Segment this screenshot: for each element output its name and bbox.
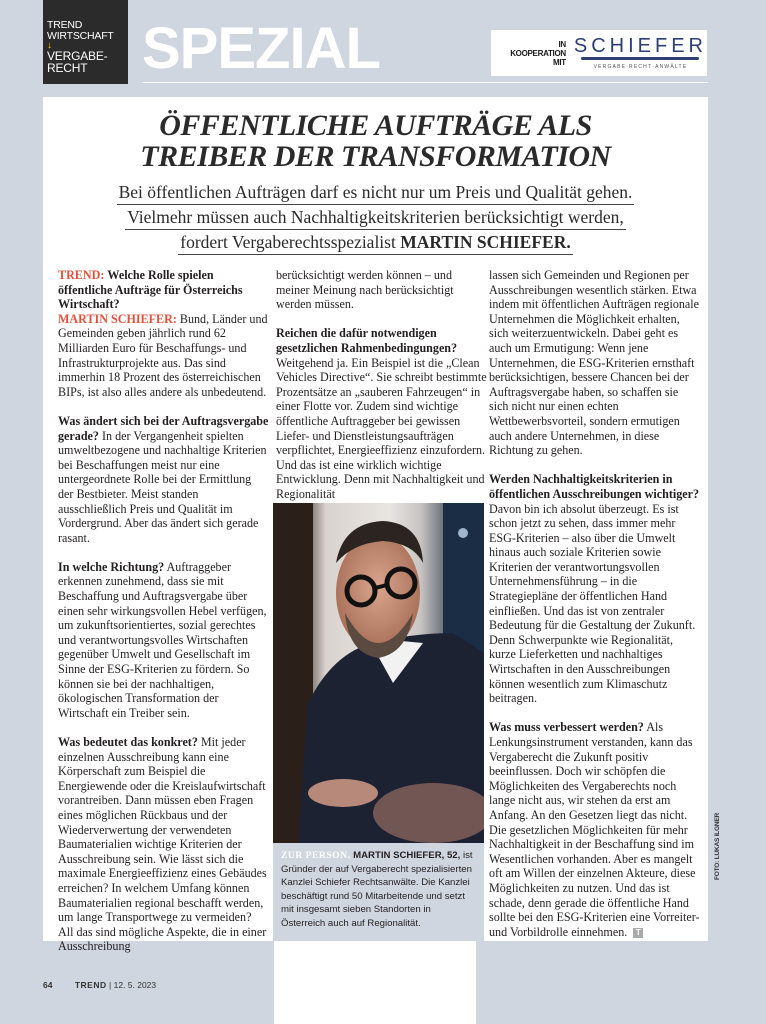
question-7: Was muss verbessert werden? [489,720,644,735]
qa-7 [489,720,700,939]
photo-credit: FOTO: LUKAS ILGNER [714,812,721,880]
partner-logo-name: SCHIEFER [573,35,707,57]
section-title: SPEZIAL [142,16,380,81]
page-number: 64 [43,980,53,990]
qa-6 [489,472,700,706]
header-divider [142,82,708,83]
qa-5 [276,326,487,501]
qa-1 [58,268,269,399]
caption-name: MARTIN SCHIEFER, 52, [353,850,461,861]
deck [43,180,708,255]
deck-line-1: Bei öffentlichen Aufträgen darf es nicht nur um Preis und Qualität gehen. [117,180,635,205]
question-3: In welche Richtung? [58,559,165,574]
footer-brand: TREND [74,980,107,990]
deck-line-3 [178,230,572,255]
partner-logo [574,36,707,70]
logo-swoosh-icon [581,57,699,60]
answer-2: In der Vergangenheit spielten umweltbezogene und nachhaltige Kriterien bei Beschaffungen meist nur eine untergeordnete Rolle bei der Ermittlung der Bestbieter. Meist standen ausschließlich Preis und Qualität im Vordergrund. Aber das ändert sich gerade rasant. [58,428,267,545]
caption-kicker: ZUR PERSON. [281,850,351,861]
footer-separator: | [109,980,112,990]
column-3 [489,268,700,954]
portrait-illustration [273,503,484,843]
headline-line-1: ÖFFENTLICHE AUFTRÄGE ALS [159,109,592,142]
answer-1: Bund, Länder und Gemeinden geben jährlich rund 62 Milliarden Euro für Beschaffungs- und Infrastrukturprojekte aus. Das sind immerhin 18 Prozent des österreichischen BIPs, ist also alles andere als unbedeutend. [58,311,268,399]
partner-logo-subtitle: VERGABE·RECHT·ANWÄLTE [593,64,688,70]
answer-4-continued: berücksichtigt werden können – und meiner Meinung nach berücksichtigt werden müssen. [276,268,454,312]
portrait-photo [273,503,484,843]
question-1: Welche Rolle spielen öffentliche Aufträge für Österreichs Wirtschaft? [58,268,243,312]
coop-line-1: IN [558,39,566,49]
qa-3 [58,560,269,721]
question-2: Was ändert sich bei der Auftragsvergabe gerade? [58,413,269,443]
end-mark-icon: T [633,928,643,938]
subsection-line-2: RECHT [47,61,88,75]
answer-7: Als Lenkungsinstrument verstanden, kann das Vergaberecht die Zukunft positiv beeinflussen. Doch wir schöpfen die Möglichkeiten des Vergaberechts noch lange nicht aus, wir stehen da erst am Anfang. An den Gesetzen liegt das nicht. Die gesetzlichen Möglichkeiten für mehr Nachhaltigkeit in der Beschaffung sind im Wesentlichen vorhanden. Aber es mangelt oft am Willen der einzelnen Akteure, diese Möglichkeiten zu nutzen. Und das ist schade, denn gerade die öffentliche Hand sollte bei den ESG-Kriterien eine Vorreiter- und Vorbildrolle einnehmen. [489,720,700,939]
qa-4 [58,735,269,954]
footer-date: 12. 5. 2023 [113,980,157,990]
cooperation-label [491,40,566,67]
caption-text: ist Gründer der auf Vergaberecht spezialisierten Kanzlei Schiefer Rechtsanwälte. Die Kanzlei beschäftigt rund 50 Mitarbeitende und setzt mit insgesamt sieben Standorten in Österreich auch auf Regionalität. [281,850,473,929]
answer-6: Davon bin ich absolut überzeugt. Es ist schon jetzt zu sehen, dass immer mehr ESG-Kriterien – also über die Umwelt hinaus auch soziale Kriterien sowie Kriterien der verantwortungsvollen Unternehmensführung – in die Strategiepläne der öffentlichen Hand einfließen. Und das ist von zentraler Bedeutung für die Gestaltung der Zukunft. Denn Schwerpunkte wie Regionalität, kurze Lieferketten und nachhaltiges Wirtschaften in den Ausschreibungen können wesentlich zum Klimaschutz beitragen. [489,501,696,706]
section-line-2: WIRTSCHAFT [47,29,114,42]
headline-line-2: TREIBER DER TRANSFORMATION [140,140,611,173]
column-1 [58,268,269,969]
qa-2 [58,414,269,545]
coop-line-2: KOOPERATION [510,48,566,58]
subsection-line-1: VERGABE- [47,49,108,63]
coop-line-3: MIT [553,57,566,67]
question-4: Was bedeutet das konkret? [58,735,198,749]
answer-4: Mit jeder einzelnen Ausschreibung kann eine Körperschaft zum Beispiel die Energiewende oder die Kreislaufwirtschaft vorantreiben. Dann müssen eben Fragen eines möglichen Rückbaus und der Wiederverwertung der verwendeten Baumaterialien wichtige Kriterien der Ausschreibung sein. Wie lässt sich die maximale Energieeffizienz eines Gebäudes erreichen? In welchem Umfang können Baumaterialien regional beschafft werden, um lange Transportwege zu vermeiden? All das sind mögliche Aspekte, die in einer Ausschreibung [58,735,267,954]
section-label [43,0,128,84]
question-6: Werden Nachhaltigkeitskriterien in öffentlichen Ausschreibungen wichtiger? [489,472,700,501]
answer-5: Weitgehend ja. Ein Beispiel ist die „Clean Vehicles Directive“. Sie schreibt bestimmte Prozentsätze an „sauberen Fahrzeugen“ in einer Flotte vor. Zudem sind wichtige öffentliche Auftraggeber bei gewissen Liefer- und Dienstleistungsaufträgen verpflichtet, Energieeffizienz einzufordern. Und das ist eine wirklich wichtige Entwicklung. Denn mit Nachhaltigkeit und Regionalität [276,355,487,501]
answer-3: Auftraggeber erkennen zunehmend, dass sie mit Beschaffung und Auftragsvergabe über einen sehr wirkungsvollen Hebel verfügen, um zukunftsorientiertes, sozial gerechtes und verantwortungsvolles Wirtschaften gegenüber Umwelt und Gesellschaft im Sinne der ESG-Kriterien zu fördern. So können sie bei der nachhaltigen, ökologischen Transformation der Wirtschaft ein Treiber sein. [58,559,267,720]
column-2 [276,268,487,516]
arrow-down-icon: ↓ [47,40,52,51]
speaker-schiefer: MARTIN SCHIEFER: [58,311,177,326]
cooperation-badge [491,30,707,76]
person-caption [273,843,484,941]
deck-line-2: Vielmehr müssen auch Nachhaltigkeitskriterien berücksichtigt werden, [125,205,626,230]
speaker-trend: TREND: [58,268,105,282]
deck-line-3-text: fordert Vergaberechtsspezialist [180,232,401,252]
headline [43,110,708,172]
question-5: Reichen die dafür notwendigen gesetzlichen Rahmenbedingungen? [276,326,458,355]
section-line-1: TREND [47,19,83,31]
page-footer [43,980,156,990]
answer-5-continued: lassen sich Gemeinden und Regionen per Ausschreibungen wesentlich stärken. Etwa indem mit öffentlichen Aufträgen regionale Unternehmen die Möglichkeit erhalten, sich weiterzuentwickeln. Dabei geht es auch um Ermutigung: Wenn jene Unternehmen, die ESG-Kriterien ernsthaft berücksichtigen, bessere Chancen bei der Auftragsvergabe haben, so schaffen sie sich nicht nur einen echten Wettbewerbsvorteil, sondern ermutigen auch andere Unternehmen, in diese Richtung zu gehen. [489,268,700,458]
footer-gap [274,941,476,1024]
deck-author: MARTIN SCHIEFER. [400,232,571,252]
